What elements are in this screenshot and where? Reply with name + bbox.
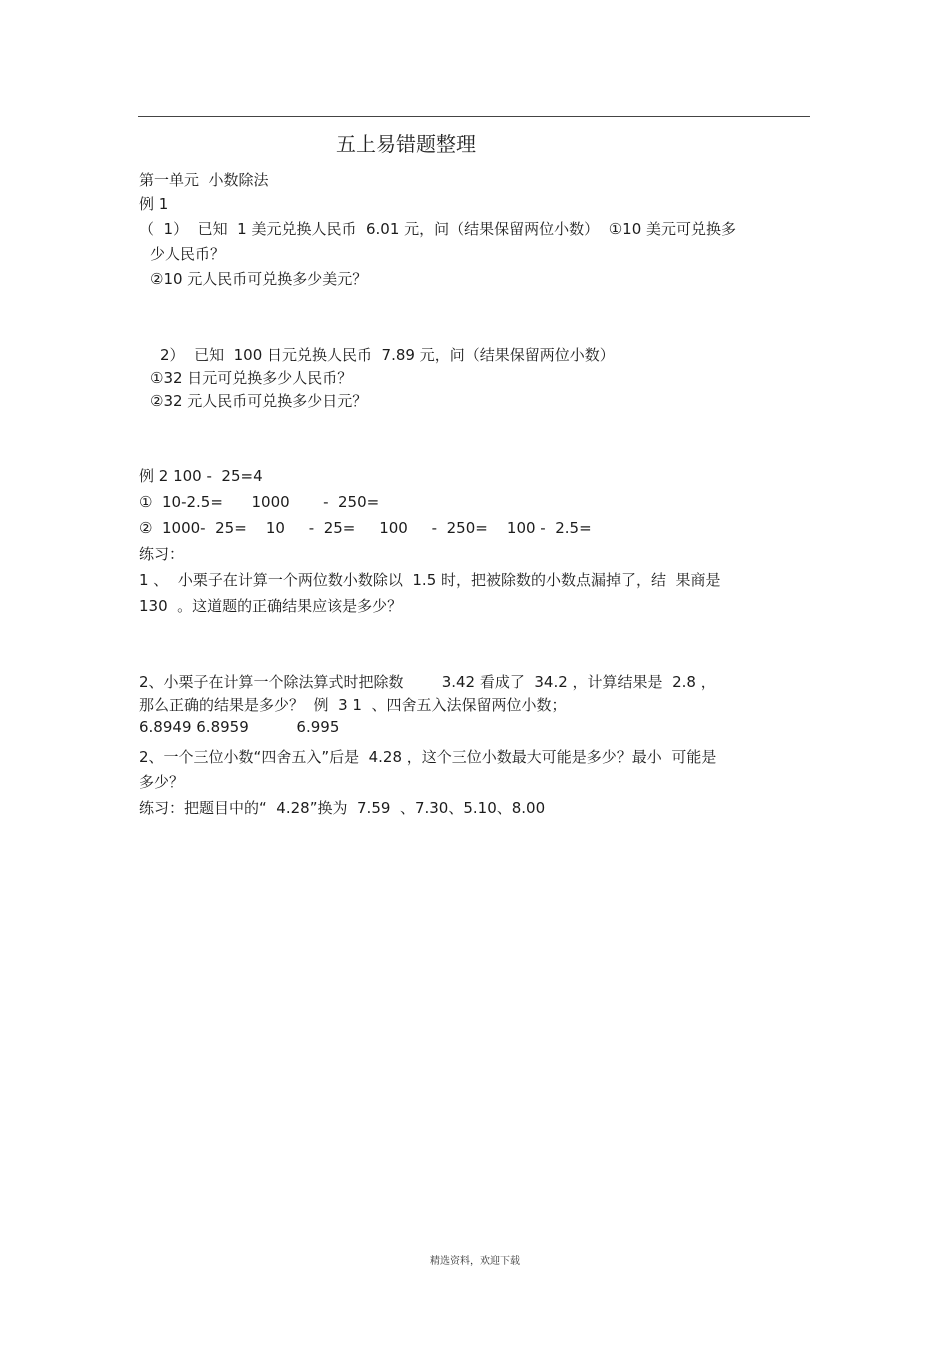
practice-2-line-1: 2、小栗子在计算一个除法算式时把除数 3.42 看成了 34.2 ，计算结果是 2.8 ， [139,673,716,691]
example-2-row-2: ② 1000- 25= 10 - 25= 100 - 250= 100 - 2.5= [139,519,592,537]
practice-1-line-1: 1 、 小栗子在计算一个两位数小数除以 1.5 时，把被除数的小数点漏掉了，结 果商是 [139,571,721,589]
practice-heading: 练习： [139,545,185,563]
practice-3-line-2: 多少？ [139,773,185,791]
unit-heading: 第一单元 小数除法 [139,171,269,189]
question-1-line-2: 少人民币？ [150,245,226,263]
example-1-label: 例 1 [139,195,169,213]
rounding-numbers: 6.8949 6.8959 6.995 [139,718,340,736]
example-2-line: 例 2 100 - 25=4 [139,467,263,485]
example-2-row-1: ① 10-2.5= 1000 - 250= [139,493,380,511]
practice-4-line: 练习：把题目中的“ 4.28”换为 7.59 、7.30、5.10、8.00 [139,799,546,817]
page-footer: 精选资料，欢迎下载 [430,1256,520,1267]
practice-2-line-2: 那么正确的结果是多少？ 例 3 1 、四舍五入法保留两位小数； [139,696,567,714]
question-1-line-1: （ 1） 已知 1 美元兑换人民币 6.01 元，问（结果保留两位小数） ①10 美元可兑换多 [139,220,737,238]
document-title: 五上易错题整理 [336,132,476,156]
question-1-part-2: ②10 元人民币可兑换多少美元？ [150,270,368,288]
question-2-line-1: 2） 已知 100 日元兑换人民币 7.89 元，问（结果保留两位小数） [160,346,615,364]
practice-1-line-2: 130 。这道题的正确结果应该是多少？ [139,597,403,615]
question-2-part-2: ②32 元人民币可兑换多少日元？ [150,392,368,410]
practice-3-line-1: 2、一个三位小数“四舍五入”后是 4.28 ，这个三位小数最大可能是多少？最小 可能是 [139,748,717,766]
question-2-part-1: ①32 日元可兑换多少人民币？ [150,369,353,387]
header-rule [138,116,810,117]
